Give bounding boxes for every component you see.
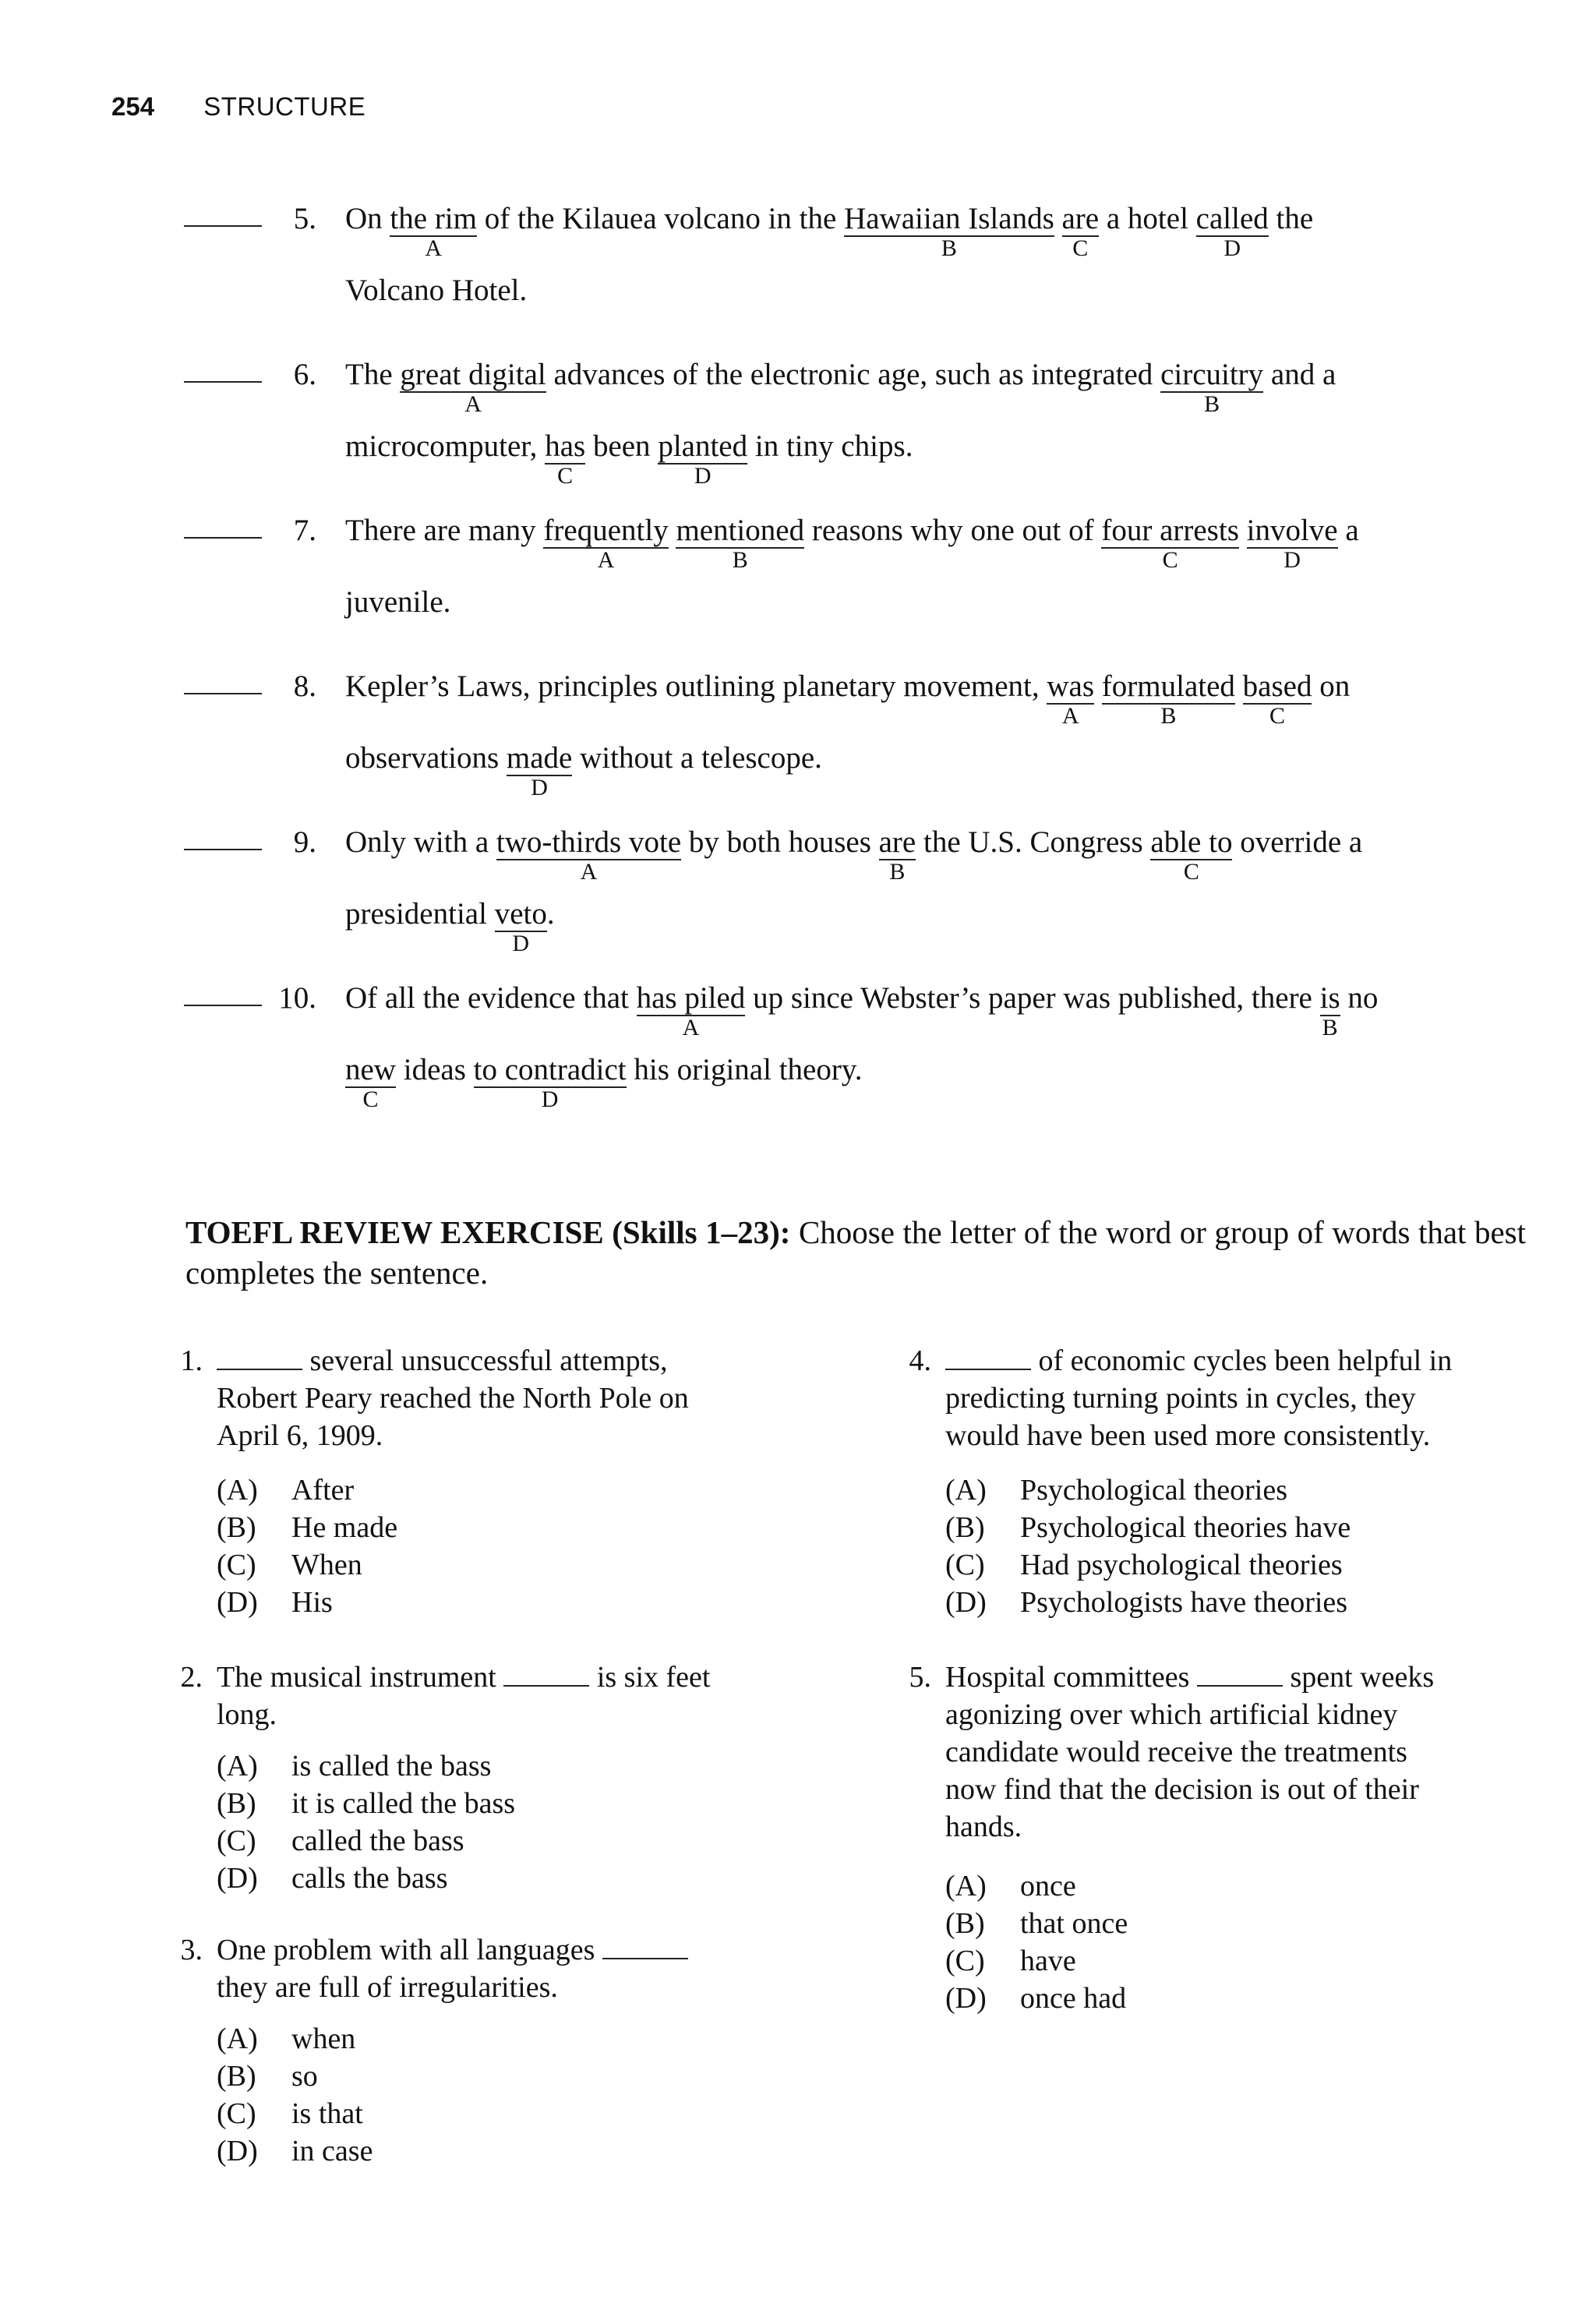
question-number: 4.: [909, 1344, 931, 1377]
answer-option[interactable]: [945, 1471, 1287, 1509]
item-number: 8.: [293, 669, 316, 703]
stem-text: candidate would receive the treatments: [945, 1736, 1407, 1768]
question-stem: [945, 1659, 1434, 1846]
stem-text: would have been used more consistently.: [945, 1419, 1431, 1452]
question-stem: [217, 1659, 710, 1733]
stem-text: of economic cycles been helpful in: [1031, 1344, 1453, 1377]
choice-label: D: [541, 1086, 559, 1112]
option-letter: (D): [217, 2135, 258, 2167]
stem-line: [217, 1417, 689, 1454]
option-letter: (A): [945, 1474, 987, 1507]
option-letter: (B): [945, 1511, 985, 1544]
stem-text: hands.: [945, 1811, 1022, 1843]
stem-text: Hospital committees: [945, 1661, 1197, 1694]
option-letter: (C): [217, 1549, 256, 1581]
answer-option[interactable]: [945, 1584, 1347, 1621]
sentence-text: [1094, 669, 1102, 703]
underlined-segment: frequently A: [543, 514, 669, 573]
stem-text: The musical instrument: [217, 1661, 504, 1694]
choice-label: D: [1223, 235, 1241, 261]
sentence-text: the: [1268, 202, 1314, 235]
stem-line: [217, 1380, 689, 1417]
underlined-segment: veto D: [494, 897, 547, 956]
sentence-line: [345, 270, 527, 311]
option-letter: (C): [945, 1945, 985, 1977]
answer-option[interactable]: [217, 1822, 464, 1860]
option-text: When: [291, 1549, 362, 1581]
question: [892, 1659, 1516, 2048]
sentence-line: [345, 894, 555, 956]
choice-label: B: [1204, 391, 1220, 417]
option-letter: (C): [945, 1549, 985, 1581]
sentence-text: a: [1337, 514, 1359, 547]
option-letter: (B): [217, 2060, 256, 2093]
stem-text: Robert Peary reached the North Pole on: [217, 1382, 689, 1415]
answer-blank[interactable]: [184, 225, 262, 227]
sentence-text: microcomputer,: [345, 429, 546, 463]
sentence-text: of the Kilauea volcano in the: [476, 202, 845, 235]
answer-option[interactable]: [945, 1942, 1076, 1980]
choice-label: B: [1160, 703, 1177, 729]
stem-line: [945, 1771, 1434, 1808]
sentence-line: [345, 355, 1336, 417]
underlined-segment: has piled A: [636, 981, 746, 1040]
choice-label: C: [557, 463, 574, 489]
stem-line: [945, 1380, 1452, 1417]
answer-blank[interactable]: [217, 1368, 302, 1370]
sentence-text: There are many: [345, 514, 544, 547]
underlined-segment: the rim A: [390, 202, 477, 261]
stem-line: [945, 1808, 1434, 1846]
sentence-line: [345, 510, 1359, 573]
question-number: 5.: [909, 1661, 931, 1694]
sentence-text: juvenile.: [345, 585, 451, 619]
choice-label: D: [531, 775, 548, 800]
underlined-segment: is B: [1319, 981, 1340, 1040]
option-letter: (A): [945, 1870, 987, 1902]
sentence-line: [345, 666, 1351, 729]
sentence-text: The: [345, 358, 401, 391]
question-stem: [945, 1342, 1452, 1454]
answer-blank[interactable]: [945, 1368, 1031, 1370]
option-letter: (D): [945, 1982, 987, 2015]
option-letter: (D): [217, 1862, 258, 1895]
option-text: that once: [1020, 1907, 1128, 1940]
sentence-text: [1235, 669, 1243, 703]
option-letter: (C): [217, 1825, 256, 1857]
choice-label: C: [1072, 235, 1089, 261]
option-text: is that: [291, 2097, 363, 2130]
underlined-segment: are B: [878, 825, 916, 885]
choice-label: D: [1284, 547, 1301, 573]
option-text: so: [291, 2060, 318, 2093]
answer-option[interactable]: [217, 1860, 448, 1897]
answer-option[interactable]: [217, 1747, 491, 1785]
underlined-segment: new C: [345, 1053, 396, 1112]
underlined-segment: are C: [1061, 202, 1100, 261]
answer-option[interactable]: [945, 1867, 1076, 1905]
option-text: His: [291, 1586, 333, 1619]
choice-label: A: [682, 1015, 700, 1040]
option-text: in case: [291, 2135, 373, 2167]
item-number: 10.: [278, 981, 316, 1015]
answer-option[interactable]: [217, 2058, 318, 2095]
underlined-segment: mentioned B: [676, 514, 805, 573]
stem-text: several unsuccessful attempts,: [302, 1344, 668, 1377]
sentence-text: override a: [1232, 825, 1363, 859]
sentence-line: [345, 978, 1379, 1040]
sentence-text: by both houses: [681, 825, 879, 859]
choice-label: B: [889, 859, 906, 885]
sentence-text: in tiny chips.: [747, 429, 913, 463]
question-stem: [217, 1342, 689, 1454]
choice-label: A: [597, 547, 615, 573]
sentence-text: advances of the electronic age, such as integrated: [546, 358, 1161, 391]
question-number: 1.: [180, 1344, 203, 1377]
answer-option[interactable]: [217, 1509, 397, 1546]
option-text: once: [1020, 1870, 1076, 1902]
choice-label: C: [362, 1086, 379, 1112]
question-stem: [217, 1931, 688, 2006]
answer-option[interactable]: [217, 1546, 362, 1584]
stem-line: [217, 1969, 688, 2006]
option-letter: (A): [217, 1750, 258, 1782]
stem-line: [217, 1696, 710, 1733]
stem-text: is six feet: [589, 1661, 711, 1694]
answer-option[interactable]: [945, 1546, 1343, 1584]
underlined-segment: made D: [506, 741, 573, 800]
stem-text: agonizing over which artificial kidney: [945, 1698, 1398, 1731]
answer-option[interactable]: [217, 1584, 333, 1621]
review-title: TOEFL REVIEW EXERCISE (Skills 1–23):: [185, 1214, 791, 1250]
underlined-segment: planted D: [658, 429, 748, 489]
sentence-text: Of all the evidence that: [345, 981, 637, 1015]
sentence-line: [345, 426, 913, 489]
review-instruction: Choose the letter of the word or group of words that best completes the sentence.: [185, 1214, 1526, 1291]
question-number: 3.: [180, 1934, 203, 1966]
answer-option[interactable]: [217, 1785, 515, 1822]
page-header: [111, 92, 365, 122]
stem-line: [217, 1931, 688, 1969]
answer-option[interactable]: [217, 2020, 355, 2058]
answer-blank[interactable]: [184, 537, 262, 539]
option-text: Psychological theories have: [1020, 1511, 1351, 1544]
sentence-text: observations: [345, 741, 507, 775]
answer-option[interactable]: [945, 1905, 1128, 1942]
choice-label: C: [1183, 859, 1199, 885]
option-letter: (B): [945, 1907, 985, 1940]
stem-text: One problem with all languages: [217, 1934, 602, 1966]
sentence-text: without a telescope.: [572, 741, 822, 775]
underlined-segment: four arrests C: [1101, 514, 1239, 573]
sentence-line: [345, 582, 450, 623]
underlined-segment: formulated B: [1101, 669, 1235, 729]
answer-blank[interactable]: [602, 1957, 688, 1959]
choice-label: B: [1322, 1015, 1338, 1040]
option-text: once had: [1020, 1982, 1127, 2015]
sentence-text: .: [546, 897, 555, 931]
stem-text: they are full of irregularities.: [217, 1971, 558, 2004]
sentence-line: [345, 822, 1363, 885]
stem-line: [217, 1659, 710, 1696]
review-exercise-heading: [185, 1212, 1526, 1293]
sentence-text: [1054, 202, 1062, 235]
sentence-text: [669, 514, 676, 547]
underlined-segment: great digital A: [400, 358, 546, 417]
sentence-text: the U.S. Congress: [916, 825, 1151, 859]
option-letter: (B): [217, 1511, 256, 1544]
option-text: calls the bass: [291, 1862, 448, 1895]
underlined-segment: to contradict D: [473, 1053, 627, 1112]
option-text: called the bass: [291, 1825, 464, 1857]
stem-text: spent weeks: [1282, 1661, 1435, 1694]
option-text: when: [291, 2022, 356, 2055]
sentence-text: presidential: [345, 897, 495, 931]
sentence-text: no: [1340, 981, 1379, 1015]
sentence-text: up since Webster’s paper was published, there: [745, 981, 1320, 1015]
stem-line: [945, 1417, 1452, 1454]
item-number: 9.: [293, 825, 316, 859]
answer-option[interactable]: [945, 1980, 1126, 2017]
choice-label: C: [1269, 703, 1286, 729]
question: [164, 1931, 787, 2321]
stem-text: now find that the decision is out of their: [945, 1773, 1419, 1806]
sentence-text: been: [585, 429, 659, 463]
sentence-text: [1239, 514, 1247, 547]
underlined-segment: two-thirds vote A: [496, 825, 682, 885]
sentence-line: [345, 1050, 863, 1112]
option-text: He made: [291, 1511, 398, 1544]
stem-line: [945, 1342, 1452, 1380]
sentence-text: on: [1312, 669, 1351, 703]
stem-text: April 6, 1909.: [217, 1419, 383, 1452]
sentence-text: ideas: [395, 1053, 474, 1086]
sentence-text: reasons why one out of: [804, 514, 1102, 547]
option-text: After: [291, 1474, 355, 1507]
choice-label: D: [512, 931, 530, 956]
item-number: 5.: [293, 202, 316, 235]
option-text: is called the bass: [291, 1750, 492, 1782]
stem-text: predicting turning points in cycles, they: [945, 1382, 1416, 1415]
item-number: 6.: [293, 358, 316, 391]
choice-label: A: [425, 235, 443, 261]
underlined-segment: called D: [1195, 202, 1269, 261]
underlined-segment: has C: [545, 429, 586, 489]
item-number: 7.: [293, 514, 316, 547]
sentence-text: Only with a: [345, 825, 496, 859]
answer-blank[interactable]: [184, 693, 262, 694]
answer-option[interactable]: [217, 2095, 363, 2132]
answer-blank[interactable]: [184, 381, 262, 383]
option-letter: (A): [217, 1474, 258, 1507]
answer-blank[interactable]: [503, 1684, 589, 1687]
underlined-segment: Hawaiian Islands B: [844, 202, 1054, 261]
underlined-segment: involve D: [1246, 514, 1338, 573]
sentence-text: Volcano Hotel.: [345, 274, 528, 307]
sentence-line: [345, 738, 822, 800]
underlined-segment: able to C: [1150, 825, 1233, 885]
answer-blank[interactable]: [184, 849, 262, 850]
sentence-text: and a: [1263, 358, 1336, 391]
option-text: have: [1020, 1945, 1076, 1977]
choice-label: A: [464, 391, 482, 417]
sentence-text: On: [345, 202, 390, 235]
stem-text: long.: [217, 1698, 277, 1731]
sentence-text: a hotel: [1099, 202, 1196, 235]
underlined-segment: was A: [1047, 669, 1095, 729]
option-letter: (B): [217, 1787, 256, 1820]
stem-line: [945, 1733, 1434, 1771]
stem-line: [945, 1659, 1434, 1696]
option-letter: (D): [945, 1586, 987, 1619]
choice-label: D: [694, 463, 711, 489]
question-number: 2.: [180, 1661, 203, 1694]
option-text: it is called the bass: [291, 1787, 516, 1820]
option-letter: (C): [217, 2097, 256, 2130]
sentence-text: his original theory.: [626, 1053, 863, 1086]
stem-line: [945, 1696, 1434, 1733]
choice-label: A: [1061, 703, 1079, 729]
answer-option[interactable]: [217, 2132, 373, 2170]
choice-label: C: [1162, 547, 1178, 573]
option-text: Had psychological theories: [1020, 1549, 1343, 1581]
page-number: 254: [111, 92, 155, 121]
underlined-segment: based C: [1242, 669, 1312, 729]
sentence-text: Kepler’s Laws, principles outlining planetary movement,: [345, 669, 1047, 703]
option-letter: (A): [217, 2022, 258, 2055]
answer-option[interactable]: [945, 1509, 1351, 1546]
choice-label: B: [941, 235, 957, 261]
section-title: STRUCTURE: [203, 92, 366, 121]
answer-option[interactable]: [217, 1471, 354, 1509]
choice-label: B: [732, 547, 748, 573]
stem-line: [217, 1342, 689, 1380]
option-text: Psychological theories: [1020, 1474, 1287, 1507]
answer-blank[interactable]: [184, 1005, 262, 1006]
choice-label: A: [580, 859, 598, 885]
underlined-segment: circuitry B: [1160, 358, 1264, 417]
option-letter: (D): [217, 1586, 258, 1619]
option-text: Psychologists have theories: [1020, 1586, 1348, 1619]
answer-blank[interactable]: [1197, 1684, 1283, 1687]
sentence-line: [345, 199, 1314, 261]
